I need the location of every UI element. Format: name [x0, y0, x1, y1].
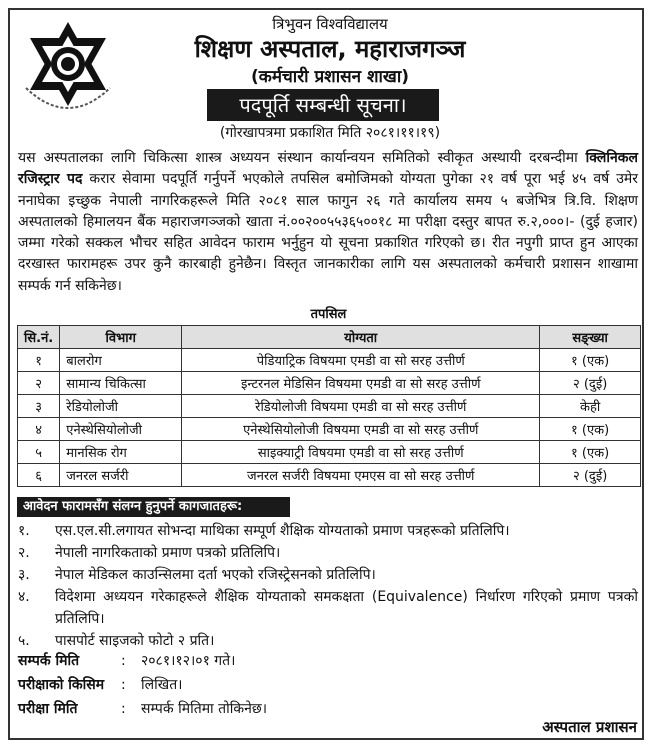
detail-row: [18, 698, 267, 720]
university-logo: [18, 18, 118, 118]
col-department: विभाग: [60, 326, 182, 349]
cell-count: २ (दुई): [540, 464, 641, 487]
item-text: नेपाली नागरिकताको प्रमाण पत्रको प्रतिलिपि।: [55, 545, 281, 561]
published-date: (गोरखापत्रमा प्रकाशित मिति २०८१।११।१९): [219, 125, 441, 141]
list-item: [18, 542, 638, 564]
detail-value: २०८१।१२।०१ गते।: [141, 653, 236, 669]
separator: :: [121, 677, 126, 693]
detail-label: सम्पर्क मिति: [18, 653, 80, 669]
item-number: १.: [18, 523, 30, 539]
col-qualification: योग्यता: [182, 326, 540, 349]
table-row: [18, 395, 641, 418]
separator: :: [121, 653, 126, 669]
cell-sn: ४: [18, 418, 60, 441]
col-count: सङ्ख्या: [540, 326, 641, 349]
list-item: [18, 520, 638, 542]
paragraph-text: करार सेवामा पदपूर्ति गर्नुपर्ने भएकोले तपसिल बमोजिमको योग्यता पुगेका २१ वर्ष पूरा भई ४५ वर्ष उमेर ननाघेका इच्छुक नेपाली नागरिकहरूले मिति २०८१ साल फागुन २६ गते कार्यालय समय ५ बजेभित्र त्रि.वि. शिक्षण अस्पतालको हिमालयन बैंक महाराजगञ्जको खाता नं.००२००५५३६५००१८ मा परीक्षा दस्तुर बापत रु.२,०००।- (दुई हजार) जम्मा गरेको सक्कल भौचर सहित आवेदन फाराम भर्नुहुन यो सूचना प्रकाशित गरिएको छ। रीत नपुगी प्राप्त हुन आएका दरखास्त फारामहरू उपर कुनै कारबाही हुनेछैन। विस्तृत जानकारीका लागि यस अस्पतालको कर्मचारी प्रशासन शाखामा सम्पर्क गर्न सकिनेछ।: [18, 171, 638, 294]
cell-department: रेडियोलोजी: [60, 395, 182, 418]
notice-paragraph: [18, 148, 638, 297]
university-name: त्रिभुवन विश्वविद्यालय: [272, 15, 388, 33]
item-text: विदेशमा अध्ययन गरेकाहरूले शैक्षिक योग्यताको समकक्षता (Equivalence) निर्धारण गरिएको प्रमाण पत्रको प्रतिलिपि।: [55, 589, 638, 627]
cell-count: २ (दुई): [540, 372, 641, 395]
cell-count: १ (एक): [540, 349, 641, 372]
cell-count: केही: [540, 395, 641, 418]
item-text: पासपोर्ट साइजको फोटो २ प्रति।: [55, 633, 215, 649]
notice-title: पदपूर्ति सम्बन्धी सूचना।: [207, 89, 439, 121]
cell-sn: ५: [18, 441, 60, 464]
cell-department: एनेस्थेसियोलोजी: [60, 418, 182, 441]
detail-row: [18, 674, 182, 696]
detail-value: सम्पर्क मितिमा तोकिनेछ।: [141, 701, 268, 717]
cell-department: सामान्य चिकित्सा: [60, 372, 182, 395]
detail-row: [18, 650, 235, 672]
detail-label: परीक्षाको किसिम: [18, 677, 105, 693]
detail-value: लिखित।: [141, 677, 183, 693]
post-name: क्लिनिकल रजिस्ट्रार पद: [18, 150, 638, 188]
list-item: [18, 630, 638, 652]
cell-sn: १: [18, 349, 60, 372]
cell-qualification: पेडियाट्रिक विषयमा एमडी वा सो सरह उत्तीर्ण: [182, 349, 540, 372]
documents-heading: आवेदन फारामसँग संलग्न हुनुपर्ने कागजातहरू:: [17, 497, 290, 517]
table-row: [18, 418, 641, 441]
list-item: [18, 564, 638, 586]
cell-qualification: साइक्याट्री विषयमा एमडी वा सो सरह उत्तीर्ण: [182, 441, 540, 464]
col-sn: सि.नं.: [18, 326, 60, 349]
cell-count: १ (एक): [540, 441, 641, 464]
cell-qualification: एनेस्थेसियोलोजी विषयमा एमडी वा सो सरह उत्तीर्ण: [182, 418, 540, 441]
documents-list: [18, 520, 638, 652]
detail-label: परीक्षा मिति: [18, 701, 78, 717]
item-number: २.: [18, 545, 30, 561]
signature: अस्पताल प्रशासन: [542, 718, 637, 736]
table-row: [18, 464, 641, 487]
table-row: [18, 441, 641, 464]
table-header-row: [18, 326, 641, 349]
item-text: नेपाल मेडिकल काउन्सिलमा दर्ता भएको रजिस्ट्रेसनको प्रतिलिपि।: [55, 567, 376, 583]
cell-qualification: जनरल सर्जरी विषयमा एमएस वा सो सरह उत्तीर्ण: [182, 464, 540, 487]
table-row: [18, 372, 641, 395]
cell-department: बालरोग: [60, 349, 182, 372]
cell-sn: ३: [18, 395, 60, 418]
hospital-name: शिक्षण अस्पताल, महाराजगञ्ज: [194, 35, 466, 63]
paragraph-text: यस अस्पतालका लागि चिकित्सा शास्त्र अध्ययन संस्थान कार्यान्वयन समितिको स्वीकृत अस्थायी दरबन्दीमा: [18, 150, 586, 166]
cell-sn: ६: [18, 464, 60, 487]
vacancy-table: [17, 325, 641, 487]
separator: :: [121, 701, 126, 717]
table-row: [18, 349, 641, 372]
cell-department: मानसिक रोग: [60, 441, 182, 464]
cell-sn: २: [18, 372, 60, 395]
item-number: ३.: [18, 567, 30, 583]
item-text: एस.एल.सी.लगायत सोभन्दा माथिका सम्पूर्ण शैक्षिक योग्यताको प्रमाण पत्रहरूको प्रतिलिपि।: [55, 523, 510, 539]
cell-qualification: रेडियोलोजी विषयमा एमडी वा सो सरह उत्तीर्ण: [182, 395, 540, 418]
table-caption: तपसिल: [310, 307, 347, 322]
cell-qualification: इन्टरनल मेडिसिन विषयमा एमडी वा सो सरह उत्तीर्ण: [182, 372, 540, 395]
item-number: ४.: [18, 589, 30, 605]
branch-name: (कर्मचारी प्रशासन शाखा): [251, 67, 409, 87]
cell-count: १ (एक): [540, 418, 641, 441]
list-item: [18, 586, 638, 630]
cell-department: जनरल सर्जरी: [60, 464, 182, 487]
item-number: ५.: [18, 633, 30, 649]
